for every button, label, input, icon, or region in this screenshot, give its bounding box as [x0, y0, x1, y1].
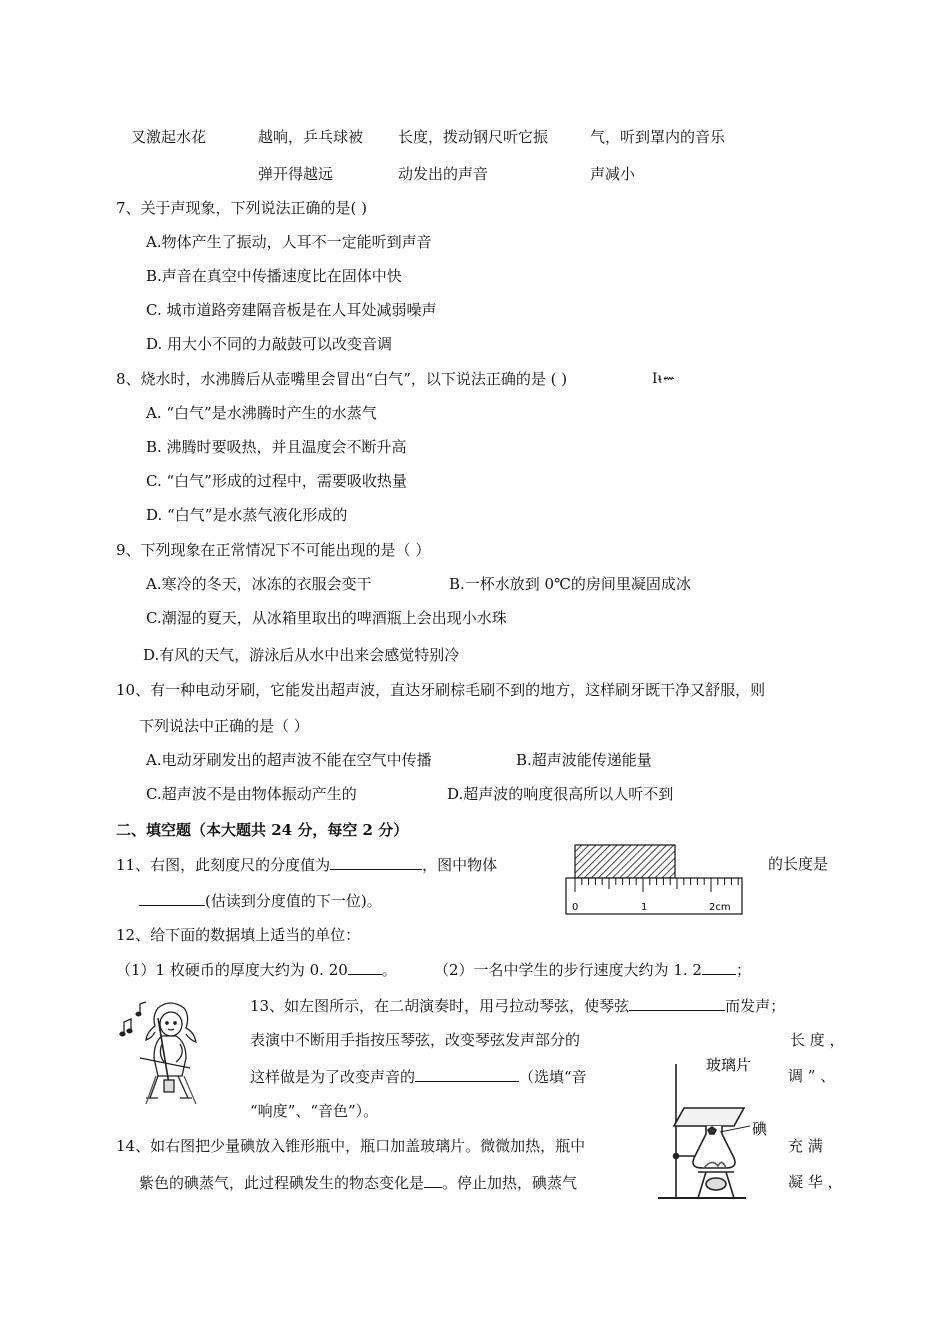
ruler-label-2: 2cm [709, 902, 731, 913]
question-12-part-2 [434, 959, 751, 980]
answer-blank[interactable] [330, 854, 422, 870]
table-cell: 声减小 [590, 165, 636, 183]
table-cell: 动发出的声音 [398, 165, 489, 183]
question-8-option-a: A. “白气”是水沸腾时产生的水蒸气 [146, 404, 377, 422]
question-13-line-3-end: （选填“音 [519, 1068, 587, 1086]
stray-mark: Iᵼ⇜ [652, 371, 675, 387]
question-13-line-3 [250, 1066, 587, 1087]
question-14-line-2-end: 。停止加热，碘蒸气 [442, 1174, 578, 1192]
question-14-line-1: 14、如右图把少量碘放入锥形瓶中，瓶口加盖玻璃片。微微加热，瓶中 [116, 1137, 586, 1155]
question-11-suffix: (估读到分度值的下一位)。 [205, 892, 382, 910]
question-12-part-1-text: （1）1 枚硬币的厚度大约为 0. 20 [116, 961, 348, 979]
question-14-line-2 [139, 1172, 577, 1193]
measured-object [575, 845, 675, 878]
question-10-option-a: A.电动牙刷发出的超声波不能在空气中传播 [146, 751, 432, 769]
question-12-part-1 [116, 959, 397, 980]
table-cell: 气，听到罩内的音乐 [590, 128, 726, 146]
ruler-label-1: 1 [641, 902, 648, 913]
question-14-line-1-right: 充 满 [788, 1137, 823, 1155]
answer-blank[interactable] [348, 959, 382, 975]
question-14-line-2-right: 凝 华 ， [788, 1173, 843, 1191]
erhu-player-illustration [118, 998, 208, 1110]
question-12-stem: 12、给下面的数据填上适当的单位： [116, 926, 361, 944]
table-cell: 长度，拨动钢尺听它振 [398, 128, 549, 146]
table-cell: 弹开得越远 [258, 165, 334, 183]
question-7-stem: 7、关于声现象，下列说法正确的是( ) [116, 199, 368, 217]
question-13-line-1 [250, 995, 785, 1016]
answer-blank[interactable] [139, 890, 205, 906]
question-9-option-a: A.寒冷的冬天，冰冻的衣服会变干 [146, 575, 372, 593]
question-11-line-2 [139, 890, 382, 911]
question-11-part-a: 11、右图，此刻度尺的分度值为 [116, 856, 331, 874]
question-10-option-d: D.超声波的响度很高所以人听不到 [447, 785, 674, 803]
iodine-experiment-figure [654, 1048, 778, 1206]
question-14-line-2-text: 紫色的碘蒸气，此过程碘发生的物态变化是 [139, 1174, 425, 1192]
question-12-part-2-end: ； [735, 961, 751, 979]
answer-blank[interactable] [702, 959, 736, 975]
question-7-option-d: D. 用大小不同的力敲鼓可以改变音调 [146, 335, 393, 353]
question-7-option-b: B.声音在真空中传播速度比在固体中快 [146, 267, 402, 285]
section-title: 二、填空题（本大题共 24 分，每空 2 分） [116, 821, 409, 839]
question-13-line-3-text: 这样做是为了改变声音的 [250, 1068, 416, 1086]
answer-blank[interactable] [424, 1172, 442, 1188]
question-8-stem: 8、烧水时，水沸腾后从壶嘴里会冒出“白气”，以下说法正确的是 ( ) [116, 370, 568, 388]
question-13-line-2-right: 长 度 ， [790, 1031, 845, 1049]
question-7-option-c: C. 城市道路旁建隔音板是在人耳处减弱噪声 [146, 301, 437, 319]
table-cell: 越响，乒乓球被 [258, 128, 364, 146]
question-9-option-b: B.一杯水放到 0℃的房间里凝固成冰 [449, 575, 691, 593]
question-10-option-b: B.超声波能传递能量 [516, 751, 652, 769]
ruler-figure [563, 842, 745, 918]
question-8-option-c: C. “白气”形成的过程中，需要吸收热量 [146, 472, 407, 490]
ruler-label-0: 0 [572, 902, 579, 913]
question-13-line-1-end: 而发声； [725, 997, 786, 1015]
label-glass-plate: 玻璃片 [706, 1056, 752, 1074]
label-iodine: 碘 [752, 1120, 768, 1138]
question-12-part-2-text: （2）一名中学生的步行速度大约为 1. 2 [434, 961, 702, 979]
question-11-part-c: 的长度是 [768, 855, 829, 873]
question-11-text [116, 854, 497, 875]
question-8-option-d: D. “白气”是水蒸气液化形成的 [146, 506, 348, 524]
question-9-option-d: D.有风的天气，游泳后从水中出来会感觉特别冷 [143, 646, 460, 664]
question-10-stem: 10、有一种电动牙刷，它能发出超声波，直达牙刷棕毛刷不到的地方，这样刷牙既干净又舒服，则 [116, 681, 766, 699]
question-11-part-b: ，图中物体 [422, 856, 498, 874]
question-7-option-a: A.物体产生了振动，人耳不一定能听到声音 [146, 233, 432, 251]
table-cell: 叉激起水花 [131, 128, 207, 146]
question-9-stem: 9、下列现象在正常情况下不可能出现的是（ ） [116, 541, 431, 559]
question-10-stem-cont: 下列说法中正确的是（ ） [139, 717, 309, 735]
question-13-line-1-text: 13、如左图所示，在二胡演奏时，用弓拉动琴弦，使琴弦 [250, 997, 630, 1015]
question-10-option-c: C.超声波不是由物体振动产生的 [146, 785, 357, 803]
question-9-option-c: C.潮湿的夏天，从冰箱里取出的啤酒瓶上会出现小水珠 [146, 609, 507, 627]
answer-blank[interactable] [629, 995, 725, 1011]
question-13-line-4: “响度”、“音色”）。 [250, 1102, 379, 1120]
question-8-option-b: B. 沸腾时要吸热，并且温度会不断升高 [146, 438, 407, 456]
question-13-line-3-right: 调 ” 、 [788, 1067, 836, 1085]
question-12-part-1-end: 。 [381, 961, 397, 979]
answer-blank[interactable] [415, 1066, 519, 1082]
question-13-line-2: 表演中不断用手指按压琴弦，改变琴弦发声部分的 [250, 1031, 581, 1049]
